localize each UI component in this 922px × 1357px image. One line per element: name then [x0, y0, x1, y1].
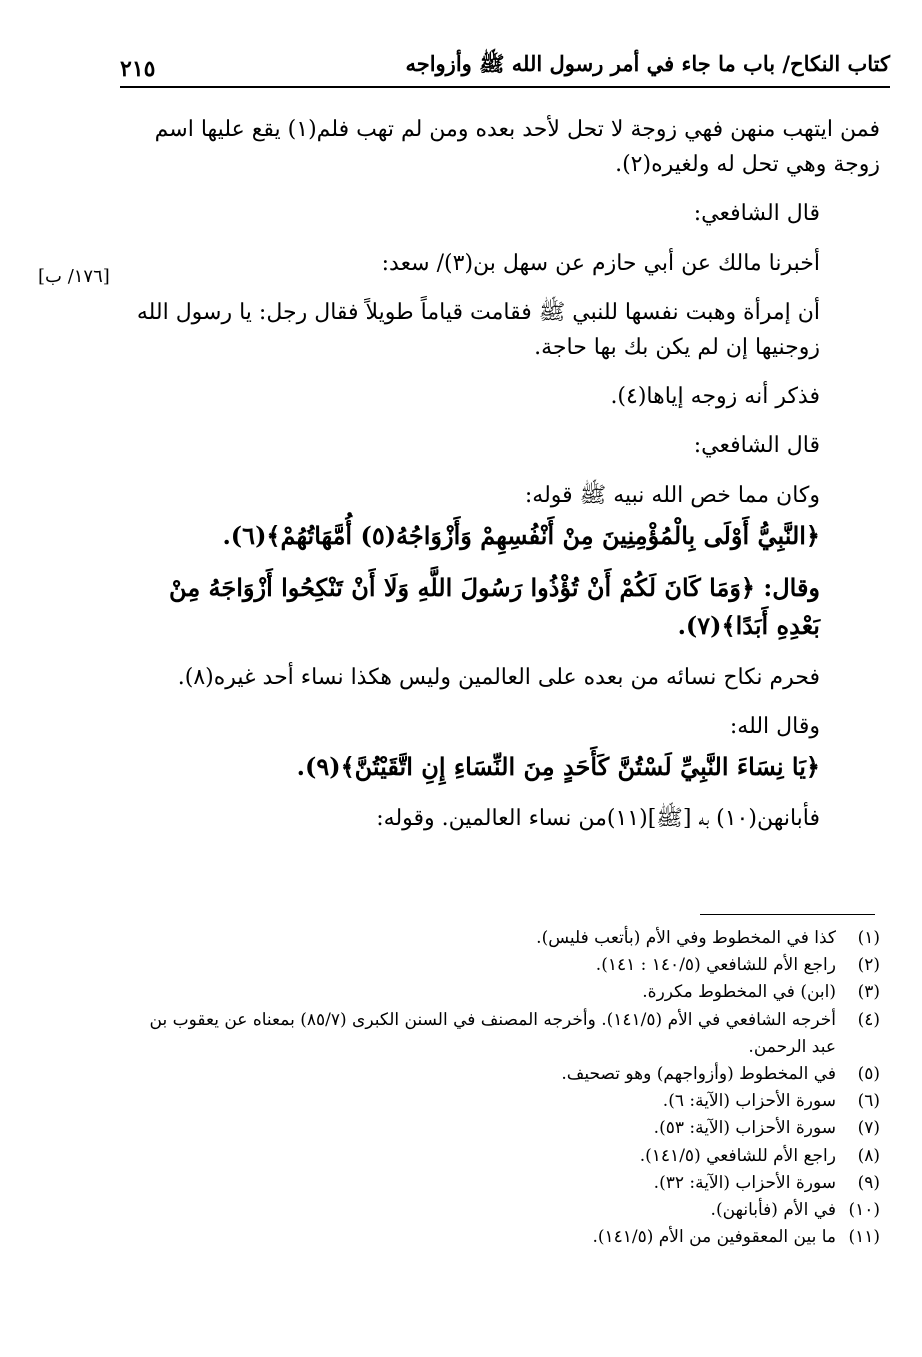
footnote: (١) كذا في المخطوط وفي الأم (بأتعب فليس).: [536, 928, 880, 948]
paragraph: قال الشافعي:: [693, 433, 820, 459]
page-number: ٢١٥: [120, 56, 156, 82]
running-header: [120, 40, 890, 88]
paragraph: فحرم نكاح نسائه من بعده على العالمين وليس هكذا نساء أحد غيره(٨).: [177, 664, 820, 690]
footnote: (٦) سورة الأحزاب (الآية: ٦).: [662, 1091, 880, 1112]
footnote: (٩) سورة الأحزاب (الآية: ٣٢).: [653, 1172, 880, 1193]
footnote: (٣) (ابن) في المخطوط مكررة.: [642, 982, 880, 1003]
footnotes: [120, 925, 880, 1251]
footnote: (٨) راجع الأم للشافعي (١٤١/٥).: [639, 1145, 880, 1166]
paragraph: قال الشافعي:: [693, 201, 820, 227]
paragraph: أن إمرأة وهبت نفسها للنبي ﷺ فقامت قياماً طويلاً فقال رجل: يا رسول الله زوجنيها إن لم يكن بك بها حاجة.: [136, 299, 820, 360]
paragraph: وقال الله:: [729, 714, 820, 740]
chapter-title: كتاب النكاح/ باب ما جاء في أمر رسول الله ﷺ وأزواجه: [405, 51, 890, 76]
quran-verse: ﴿يَا نِسَاءَ النَّبِيِّ لَسْتُنَّ كَأَحَدٍ مِنَ النِّسَاءِ إِنِ اتَّقَيْتُنَّ﴾(٩).: [296, 752, 820, 782]
paragraph: وكان مما خص الله نبيه ﷺ قوله:: [524, 482, 820, 508]
footnote: (٧) سورة الأحزاب (الآية: ٥٣).: [653, 1118, 880, 1139]
manuscript-folio-marker: [١٧٦/ ب]: [38, 266, 110, 287]
paragraph: فأبانهن(١٠) به [ﷺ](١١)من نساء العالمين. وقوله:: [376, 805, 820, 831]
footnote: (١٠) في الأم (فأبانهن).: [710, 1199, 880, 1220]
paragraph: أخبرنا مالك عن أبي حازم عن سهل بن(٣)/ سعد:: [381, 250, 820, 276]
paragraph: فذكر أنه زوجه إياها(٤).: [610, 384, 820, 410]
quran-verse: ﴿النَّبِيُّ أَوْلَى بِالْمُؤْمِنِينَ مِنْ أَنْفُسِهِمْ وَأَزْوَاجُهُ(٥) أُمَّهَاتُهُمْ﴾(٦).: [222, 520, 820, 550]
paragraph: فمن ايتهب منهن فهي زوجة لا تحل لأحد بعده ومن لم تهب فلم(١) يقع عليها اسم زوجة وهي تحل له ولغيره(٢).: [154, 117, 880, 178]
footnote: (٢) راجع الأم للشافعي (١٤٠/٥ : ١٤١).: [595, 955, 880, 976]
footnote: (١١) ما بين المعقوفين من الأم (١٤١/٥).: [592, 1227, 880, 1248]
quran-verse: وقال: ﴿وَمَا كَانَ لَكُمْ أَنْ تُؤْذُوا رَسُولَ اللَّهِ وَلَا أَنْ تَنْكِحُوا أَزْوَاجَهُ مِنْ بَعْدِهِ أَبَدًا﴾(٧).: [169, 573, 820, 641]
footnote: (٤) أخرجه الشافعي في الأم (١٤١/٥). وأخرجه المصنف في السنن الكبرى (٨٥/٧) بمعناه عن يعقوب بن عبد الرحمن.: [149, 1009, 880, 1057]
main-text: [120, 112, 880, 850]
footnote-separator: [700, 914, 875, 915]
footnote: (٥) في المخطوط (وأزواجهم) وهو تصحيف.: [561, 1063, 880, 1084]
